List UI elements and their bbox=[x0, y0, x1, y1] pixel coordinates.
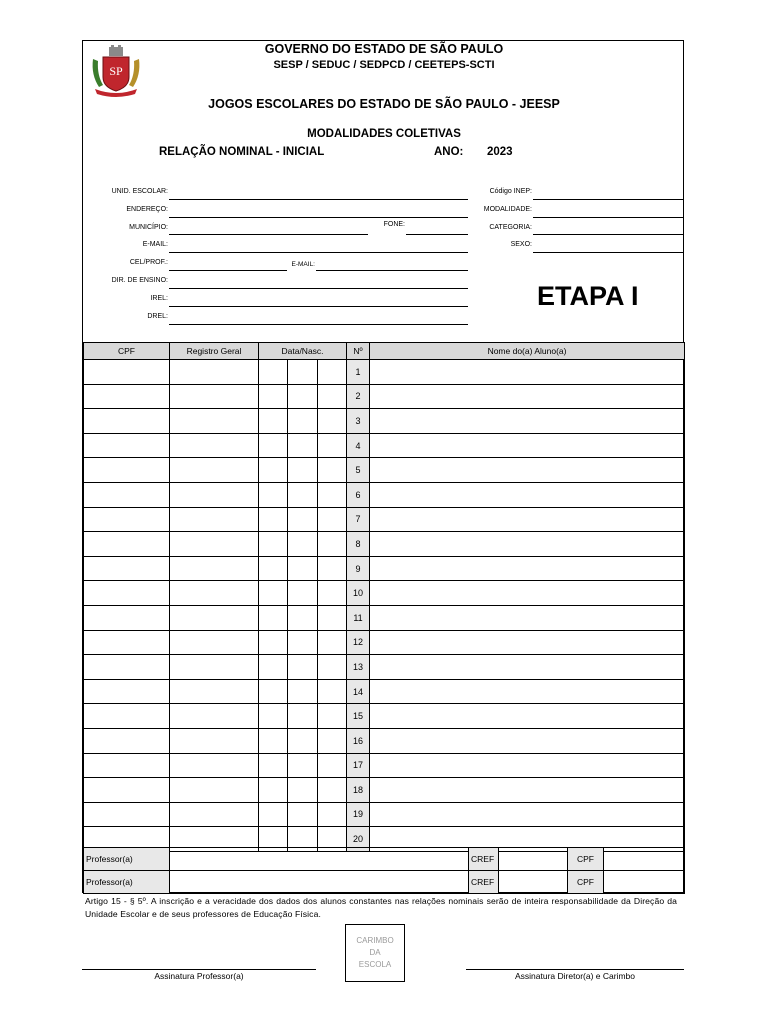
col-data-nasc-header: Data/Nasc. bbox=[259, 343, 347, 360]
table-row bbox=[84, 532, 685, 557]
birth-day-cell[interactable] bbox=[259, 704, 288, 729]
codigo-inep-field[interactable] bbox=[533, 199, 684, 200]
birth-month-cell[interactable] bbox=[288, 728, 318, 753]
birth-day-cell[interactable] bbox=[259, 458, 288, 483]
cref-field[interactable] bbox=[499, 871, 568, 894]
codigo-inep-label: Código INEP: bbox=[489, 188, 532, 195]
professor-name-field[interactable] bbox=[170, 848, 469, 871]
drel-label: DREL: bbox=[147, 313, 168, 320]
birth-year-cell[interactable] bbox=[318, 482, 347, 507]
birth-day-cell[interactable] bbox=[259, 655, 288, 680]
row-number: 13 bbox=[347, 655, 370, 680]
birth-day-cell[interactable] bbox=[259, 360, 288, 385]
birth-year-cell[interactable] bbox=[318, 728, 347, 753]
student-name-cell[interactable] bbox=[370, 556, 685, 581]
birth-year-cell[interactable] bbox=[318, 630, 347, 655]
birth-day-cell[interactable] bbox=[259, 532, 288, 557]
student-name-cell[interactable] bbox=[370, 507, 685, 532]
row-number: 17 bbox=[347, 753, 370, 778]
student-name-cell[interactable] bbox=[370, 753, 685, 778]
cpf-cell[interactable] bbox=[84, 556, 170, 581]
table-row bbox=[84, 728, 685, 753]
sexo-label: SEXO: bbox=[510, 241, 532, 248]
rg-cell[interactable] bbox=[170, 409, 259, 434]
cref-field[interactable] bbox=[499, 848, 568, 871]
drel-field[interactable] bbox=[169, 324, 468, 325]
table-row bbox=[84, 482, 685, 507]
cpf-cell[interactable] bbox=[84, 507, 170, 532]
birth-day-cell[interactable] bbox=[259, 802, 288, 827]
endereco-field[interactable] bbox=[169, 217, 468, 218]
birth-month-cell[interactable] bbox=[288, 360, 318, 385]
cref-label: CREF bbox=[469, 848, 499, 871]
row-number: 6 bbox=[347, 482, 370, 507]
birth-year-cell[interactable] bbox=[318, 679, 347, 704]
modalities-title: MODALIDADES COLETIVAS bbox=[307, 128, 461, 140]
rg-cell[interactable] bbox=[170, 630, 259, 655]
rg-cell[interactable] bbox=[170, 482, 259, 507]
student-name-cell[interactable] bbox=[370, 778, 685, 803]
list-title: RELAÇÃO NOMINAL - INICIAL bbox=[159, 146, 325, 158]
municipio-field[interactable] bbox=[169, 234, 368, 235]
col-num-header: Nº bbox=[347, 343, 370, 360]
row-number: 12 bbox=[347, 630, 370, 655]
table-row bbox=[84, 778, 685, 803]
director-signature-line[interactable] bbox=[466, 969, 684, 970]
cpf-cell[interactable] bbox=[84, 605, 170, 630]
year-label: ANO: bbox=[434, 146, 464, 158]
birth-year-cell[interactable] bbox=[318, 802, 347, 827]
irel-field[interactable] bbox=[169, 306, 468, 307]
students-table bbox=[83, 342, 685, 852]
gov-title: GOVERNO DO ESTADO DE SÃO PAULO bbox=[264, 42, 504, 56]
cpf-cell[interactable] bbox=[84, 679, 170, 704]
games-title: JOGOS ESCOLARES DO ESTADO DE SÃO PAULO - JEESP bbox=[208, 97, 560, 111]
table-row bbox=[84, 384, 685, 409]
professor-label: Professor(a) bbox=[84, 871, 170, 894]
birth-month-cell[interactable] bbox=[288, 655, 318, 680]
cpf-cell[interactable] bbox=[84, 458, 170, 483]
table-row bbox=[84, 605, 685, 630]
birth-day-cell[interactable] bbox=[259, 605, 288, 630]
cpf-cell[interactable] bbox=[84, 482, 170, 507]
categoria-label: CATEGORIA: bbox=[489, 224, 532, 231]
categoria-field[interactable] bbox=[533, 234, 684, 235]
birth-day-cell[interactable] bbox=[259, 679, 288, 704]
student-name-cell[interactable] bbox=[370, 655, 685, 680]
row-number: 14 bbox=[347, 679, 370, 704]
birth-year-cell[interactable] bbox=[318, 507, 347, 532]
cpf-field[interactable] bbox=[604, 848, 685, 871]
modalidade-label: MODALIDADE: bbox=[483, 206, 532, 213]
row-number: 2 bbox=[347, 384, 370, 409]
student-name-cell[interactable] bbox=[370, 605, 685, 630]
email-field[interactable] bbox=[169, 252, 468, 253]
birth-year-cell[interactable] bbox=[318, 409, 347, 434]
birth-year-cell[interactable] bbox=[318, 532, 347, 557]
cpf-label: CPF bbox=[568, 871, 604, 894]
professor-row bbox=[84, 871, 685, 894]
student-name-cell[interactable] bbox=[370, 458, 685, 483]
rg-cell[interactable] bbox=[170, 507, 259, 532]
col-nome-header: Nome do(a) Aluno(a) bbox=[370, 343, 685, 360]
student-name-cell[interactable] bbox=[370, 630, 685, 655]
row-number: 7 bbox=[347, 507, 370, 532]
birth-month-cell[interactable] bbox=[288, 458, 318, 483]
professor-signature-line[interactable] bbox=[82, 969, 316, 970]
departments: SESP / SEDUC / SEDPCD / CEETEPS-SCTI bbox=[273, 59, 495, 71]
birth-month-cell[interactable] bbox=[288, 433, 318, 458]
cpf-cell[interactable] bbox=[84, 630, 170, 655]
birth-month-cell[interactable] bbox=[288, 704, 318, 729]
birth-day-cell[interactable] bbox=[259, 409, 288, 434]
rg-cell[interactable] bbox=[170, 433, 259, 458]
birth-month-cell[interactable] bbox=[288, 556, 318, 581]
rg-cell[interactable] bbox=[170, 532, 259, 557]
fone-field[interactable] bbox=[406, 234, 468, 235]
rg-cell[interactable] bbox=[170, 802, 259, 827]
row-number: 10 bbox=[347, 581, 370, 606]
birth-day-cell[interactable] bbox=[259, 384, 288, 409]
email-label: E-MAIL: bbox=[142, 241, 168, 248]
birth-month-cell[interactable] bbox=[288, 507, 318, 532]
row-number: 5 bbox=[347, 458, 370, 483]
endereco-label: ENDEREÇO: bbox=[126, 206, 168, 213]
row-number: 3 bbox=[347, 409, 370, 434]
birth-day-cell[interactable] bbox=[259, 728, 288, 753]
birth-day-cell[interactable] bbox=[259, 581, 288, 606]
student-name-cell[interactable] bbox=[370, 679, 685, 704]
cref-label: CREF bbox=[469, 871, 499, 894]
dir-ensino-field[interactable] bbox=[169, 288, 468, 289]
birth-day-cell[interactable] bbox=[259, 630, 288, 655]
birth-year-cell[interactable] bbox=[318, 778, 347, 803]
rg-cell[interactable] bbox=[170, 679, 259, 704]
rg-cell[interactable] bbox=[170, 360, 259, 385]
professor-row bbox=[84, 848, 685, 871]
rg-cell[interactable] bbox=[170, 605, 259, 630]
email2-field[interactable] bbox=[316, 270, 468, 271]
professor-name-field[interactable] bbox=[170, 871, 469, 894]
student-name-cell[interactable] bbox=[370, 482, 685, 507]
irel-label: IREL: bbox=[150, 295, 168, 302]
year-value: 2023 bbox=[487, 146, 513, 158]
table-header-row bbox=[84, 343, 685, 360]
table-row bbox=[84, 753, 685, 778]
col-cpf-header: CPF bbox=[84, 343, 170, 360]
table-row bbox=[84, 679, 685, 704]
birth-year-cell[interactable] bbox=[318, 556, 347, 581]
student-name-cell[interactable] bbox=[370, 728, 685, 753]
table-row bbox=[84, 433, 685, 458]
etapa-title: ETAPA I bbox=[537, 281, 639, 311]
birth-month-cell[interactable] bbox=[288, 482, 318, 507]
student-name-cell[interactable] bbox=[370, 802, 685, 827]
student-name-cell[interactable] bbox=[370, 360, 685, 385]
table-row bbox=[84, 655, 685, 680]
birth-month-cell[interactable] bbox=[288, 679, 318, 704]
birth-day-cell[interactable] bbox=[259, 778, 288, 803]
legal-note: Artigo 15 - § 5º. A inscrição e a veracidade dos dados dos alunos constantes nas relações nominais serão de inteira responsabilidade da Direção da Unidade Escolar e de seus professores de Educação Física. bbox=[85, 896, 677, 919]
cpf-cell[interactable] bbox=[84, 409, 170, 434]
birth-year-cell[interactable] bbox=[318, 433, 347, 458]
table-row bbox=[84, 630, 685, 655]
seal-letters: SP bbox=[109, 64, 123, 78]
cpf-cell[interactable] bbox=[84, 360, 170, 385]
row-number: 20 bbox=[347, 827, 370, 852]
sexo-field[interactable] bbox=[533, 252, 684, 253]
student-name-cell[interactable] bbox=[370, 581, 685, 606]
rg-cell[interactable] bbox=[170, 556, 259, 581]
birth-month-cell[interactable] bbox=[288, 581, 318, 606]
birth-month-cell[interactable] bbox=[288, 778, 318, 803]
table-row bbox=[84, 581, 685, 606]
rg-cell[interactable] bbox=[170, 753, 259, 778]
birth-year-cell[interactable] bbox=[318, 384, 347, 409]
stamp-text-line1: CARIMBO bbox=[356, 936, 394, 945]
municipio-label: MUNICÍPIO: bbox=[129, 224, 168, 231]
rg-cell[interactable] bbox=[170, 728, 259, 753]
rg-cell[interactable] bbox=[170, 778, 259, 803]
student-name-cell[interactable] bbox=[370, 532, 685, 557]
table-row bbox=[84, 507, 685, 532]
row-number: 19 bbox=[347, 802, 370, 827]
birth-month-cell[interactable] bbox=[288, 753, 318, 778]
birth-day-cell[interactable] bbox=[259, 507, 288, 532]
birth-year-cell[interactable] bbox=[318, 753, 347, 778]
rg-cell[interactable] bbox=[170, 704, 259, 729]
cpf-label: CPF bbox=[568, 848, 604, 871]
stamp-text-line2: DA bbox=[369, 948, 381, 957]
birth-month-cell[interactable] bbox=[288, 802, 318, 827]
modalidade-field[interactable] bbox=[533, 217, 684, 218]
student-name-cell[interactable] bbox=[370, 704, 685, 729]
rg-cell[interactable] bbox=[170, 581, 259, 606]
cpf-cell[interactable] bbox=[84, 384, 170, 409]
dir-ensino-label: DIR. DE ENSINO: bbox=[111, 277, 168, 284]
cpf-cell[interactable] bbox=[84, 532, 170, 557]
rg-cell[interactable] bbox=[170, 655, 259, 680]
student-name-cell[interactable] bbox=[370, 384, 685, 409]
director-signature-label: Assinatura Diretor(a) e Carimbo bbox=[515, 971, 635, 981]
cpf-cell[interactable] bbox=[84, 704, 170, 729]
birth-day-cell[interactable] bbox=[259, 556, 288, 581]
cpf-cell[interactable] bbox=[84, 655, 170, 680]
row-number: 1 bbox=[347, 360, 370, 385]
cpf-field[interactable] bbox=[604, 871, 685, 894]
birth-year-cell[interactable] bbox=[318, 458, 347, 483]
row-number: 4 bbox=[347, 433, 370, 458]
row-number: 11 bbox=[347, 605, 370, 630]
birth-month-cell[interactable] bbox=[288, 605, 318, 630]
birth-month-cell[interactable] bbox=[288, 409, 318, 434]
birth-year-cell[interactable] bbox=[318, 360, 347, 385]
email2-label: E-MAIL: bbox=[291, 261, 315, 268]
professor-signature-label: Assinatura Professor(a) bbox=[154, 971, 244, 981]
form-frame bbox=[82, 40, 684, 893]
birth-year-cell[interactable] bbox=[318, 655, 347, 680]
birth-year-cell[interactable] bbox=[318, 581, 347, 606]
row-number: 9 bbox=[347, 556, 370, 581]
cpf-cell[interactable] bbox=[84, 581, 170, 606]
row-number: 16 bbox=[347, 728, 370, 753]
table-row bbox=[84, 704, 685, 729]
birth-day-cell[interactable] bbox=[259, 433, 288, 458]
rg-cell[interactable] bbox=[170, 458, 259, 483]
birth-day-cell[interactable] bbox=[259, 753, 288, 778]
row-number: 18 bbox=[347, 778, 370, 803]
cel-prof-label: CEL/PROF.: bbox=[129, 259, 168, 266]
student-name-cell[interactable] bbox=[370, 433, 685, 458]
unid-escolar-label: UNID. ESCOLAR: bbox=[111, 188, 168, 195]
birth-month-cell[interactable] bbox=[288, 630, 318, 655]
table-row bbox=[84, 458, 685, 483]
birth-month-cell[interactable] bbox=[288, 532, 318, 557]
table-row bbox=[84, 360, 685, 385]
professor-label: Professor(a) bbox=[84, 848, 170, 871]
student-name-cell[interactable] bbox=[370, 409, 685, 434]
cel-prof-field[interactable] bbox=[169, 270, 287, 271]
row-number: 15 bbox=[347, 704, 370, 729]
cpf-cell[interactable] bbox=[84, 802, 170, 827]
school-stamp-box bbox=[345, 924, 405, 982]
fone-label: FONE: bbox=[383, 221, 405, 228]
birth-day-cell[interactable] bbox=[259, 482, 288, 507]
rg-cell[interactable] bbox=[170, 384, 259, 409]
col-rg-header: Registro Geral bbox=[170, 343, 259, 360]
cpf-cell[interactable] bbox=[84, 778, 170, 803]
cpf-cell[interactable] bbox=[84, 433, 170, 458]
table-row bbox=[84, 556, 685, 581]
table-row bbox=[84, 802, 685, 827]
cpf-cell[interactable] bbox=[84, 753, 170, 778]
birth-year-cell[interactable] bbox=[318, 704, 347, 729]
row-number: 8 bbox=[347, 532, 370, 557]
cpf-cell[interactable] bbox=[84, 728, 170, 753]
professors-table bbox=[83, 847, 685, 894]
table-row bbox=[84, 409, 685, 434]
birth-year-cell[interactable] bbox=[318, 605, 347, 630]
unid-escolar-field[interactable] bbox=[169, 199, 468, 200]
stamp-text-line3: ESCOLA bbox=[358, 960, 392, 969]
birth-month-cell[interactable] bbox=[288, 384, 318, 409]
